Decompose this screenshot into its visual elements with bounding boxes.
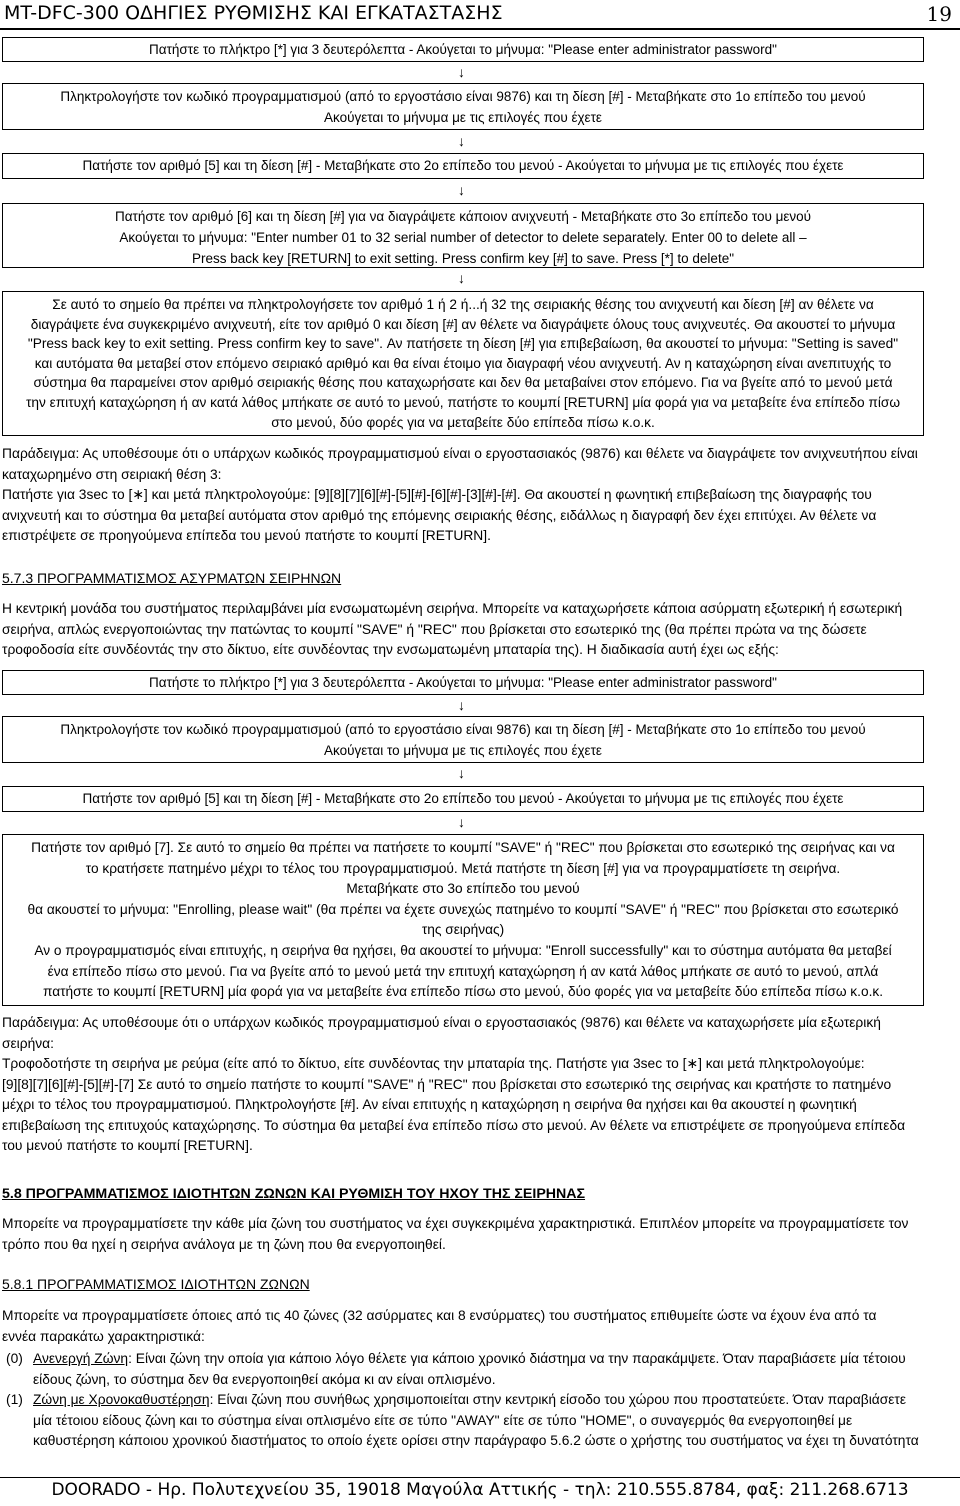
flow2-step3	[2, 786, 924, 812]
example1-line3: Πατήστε για 3sec το [∗] και μετά πληκτρολογούμε: [9][8][7][6][#]-[5][#]-[6][#]-[3][#]-[#]. Θα ακουστεί η φωνητική επιβεβαίωση της διαγραφής του	[2, 487, 872, 502]
flow2-step2-line1: Πληκτρολογήστε τον κωδικό προγραμματισμού (από το εργοστάσιο είναι 9876) και τη δίεση [#] - Μεταβήκατε στο 1ο επίπεδο του μενού	[60, 722, 866, 737]
flow2-step4-line7: ένα επίπεδο πίσω στο μενού. Για να βγείτε από το μενού μετά την επιτυχή καταχώρηση ή αν κατά λάθος μπήκατε σε αυτό το μενού, απλά	[47, 963, 879, 979]
flow2-step4	[2, 834, 924, 1006]
zone-type-description: : Είναι ζώνη την οποία για κάποιο λόγο θέλετε για κάποιο χρονικό διάστημα να την παρακάμψετε. Όταν παραβιάσετε μία τέτοιου	[128, 1351, 906, 1366]
zone-type-description-line2: είδους ζώνη, το σύστημα δεν θα ενεργοποιηθεί ακόμα κι αν είναι οπλισμένο.	[33, 1371, 496, 1387]
zone-type-number: (0)	[6, 1351, 23, 1366]
flow2-step4-line2: το κρατήσετε πατημένο μέχρι το τέλος του προγραμματισμού. Μετά πατήστε τη δίεση [#] για να προγραμματίσετε τη σειρήνα.	[85, 860, 841, 876]
flow-arrow: ↓	[458, 182, 465, 198]
page-footer: DOORADO - Ηρ. Πολυτεχνείου 35, 19018 Μαγούλα Αττικής - τηλ: 210.555.8784, φαξ: 211.268.6713	[51, 1480, 909, 1500]
flow1-step5-line2: διαγράψετε ένα συγκεκριμένο ανιχνευτή, είτε τον αριθμό 0 και δίεση [#] αν θέλετε να διαγράψετε όλους τους ανιχνευτές. Θα ακουστεί το μήνυμα	[30, 316, 896, 332]
flow1-step5-line6: την επιτυχή καταχώρηση ή αν κατά λάθος μπήκατε σε αυτό το μενού, πατήστε το κουμπί [RETURN] μία φορά για να μεταβείτε ένα επίπεδο πίσω	[25, 394, 901, 410]
flow2-step4-line3: Μεταβήκατε στο 3ο επίπεδο του μενού	[346, 881, 580, 897]
zone-type-term: Ζώνη με Χρονοκαθυστέρηση	[33, 1392, 210, 1407]
example2-line4: [9][8][7][6][#]-[5][#]-[7] Σε αυτό το σημείο πατήστε το κουμπί "SAVE" ή "REC" που βρίσκεται στο εσωτερικό της σειρήνας και κρατήστε το πατημένο	[2, 1076, 892, 1092]
flow2-step1-text: Πατήστε το πλήκτρο [*] για 3 δευτερόλεπτα - Ακούγεται το μήνυμα: "Please enter administrator password"	[149, 675, 777, 690]
section-581-heading: 5.8.1 ΠΡΟΓΡΑΜΜΑΤΙΣΜΟΣ ΙΔΙΟΤΗΤΩΝ ΖΩΝΩΝ	[2, 1276, 310, 1292]
flow-arrow: ↓	[458, 133, 465, 149]
flow1-step3-text: Πατήστε τον αριθμό [5] και τη δίεση [#] - Μεταβήκατε στο 2ο επίπεδο του μενού - Ακούγεται το μήνυμα με τις επιλογές που έχετε	[82, 158, 844, 173]
flow-arrow: ↓	[458, 64, 465, 80]
example2-line1: Παράδειγμα: Ας υποθέσουμε ότι ο υπάρχων κωδικός προγραμματισμού είναι ο εργοστασιακός (9876) και θέλετε να καταχωρήσετε μία εξωτερική	[2, 1015, 881, 1030]
section-58-paragraph	[2, 1214, 957, 1255]
example2-line5: μέχρι το τέλος του προγραμματισμού. Πληκτρολογήστε [#]. Αν είναι επιτυχής η καταχώρηση η σειρήνα θα ηχήσει και θα ακουστεί η φωνητική	[2, 1097, 857, 1112]
header-divider	[0, 28, 960, 30]
flow1-step4-line3: Press back key [RETURN] to exit setting. Press confirm key [#] to save. Press [*] to delete"	[192, 251, 734, 266]
flow2-step4-line6: Αν ο προγραμματισμός είναι επιτυχής, η σειρήνα θα ηχήσει, θα ακουστεί το μήνυμα: "Enroll successfully" και το σύστημα αυτόματα θα μεταβεί	[34, 942, 892, 958]
flow1-step5-line5: σύστημα θα παραμείνει στον αριθμό σειριακής θέσης που καταχωρήσατε και δεν θα μεταβαίνει στον επόμενο. Για να βγείτε από το μενού μετά	[33, 375, 893, 391]
flow2-step4-line1: Πατήστε τον αριθμό [7]. Σε αυτό το σημείο θα πρέπει να πατήσετε το κουμπί "SAVE" ή "REC" που βρίσκεται στο εσωτερικό της σειρήνας και να	[31, 840, 895, 855]
flow1-step2	[2, 83, 924, 130]
example2-line3: Τροφοδοτήστε τη σειρήνα με ρεύμα (είτε από το δίκτυο, είτε συνδέοντας την μπαταρία της. Πατήστε για 3sec το [∗] και μετά πληκτρολογούμε:	[2, 1056, 865, 1071]
flow1-step3	[2, 153, 924, 179]
flow1-step1	[2, 37, 924, 62]
section-581-line2: εννέα παρακάτω χαρακτηριστικά:	[2, 1328, 205, 1344]
flow2-step4-line5: της σειρήνας)	[421, 922, 505, 938]
flow1-step4-line1: Πατήστε τον αριθμό [6] και τη δίεση [#] για να διαγράψετε κάποιον ανιχνευτή - Μεταβήκατε στο 3ο επίπεδο του μενού	[114, 209, 812, 224]
flow1-step4-line2: Ακούγεται το μήνυμα: "Enter number 01 to 32 serial number of detector to delete separately. Enter 00 to delete all –	[119, 230, 807, 245]
section-573-line1: Η κεντρική μονάδα του συστήματος περιλαμβάνει μία ενσωματωμένη σειρήνα. Μπορείτε να καταχωρήσετε κάποια ασύρματη εξωτερική ή εσωτερική	[2, 601, 903, 616]
flow-arrow: ↓	[458, 814, 465, 830]
flow1-step5-line3: "Press back key to exit setting. Press confirm key to save". Αν πατήσετε τη δίεση [#] για επιβεβαίωση, θα ακουστεί το μήνυμα: "Setting is saved"	[27, 336, 899, 352]
example1-line2: καταχωρημένο στη σειριακή θέση 3:	[2, 466, 222, 482]
example2-paragraph	[2, 1013, 957, 1157]
section-58-line1: Μπορείτε να προγραμματίσετε την κάθε μία ζώνη του συστήματος να έχει συγκεκριμένα χαρακτηριστικά. Επιπλέον μπορείτε να προγραμματίσετε τον	[2, 1216, 909, 1231]
section-573-paragraph	[2, 599, 957, 661]
section-573-heading: 5.7.3 ΠΡΟΓΡΑΜΜΑΤΙΣΜΟΣ ΑΣΥΡΜΑΤΩΝ ΣΕΙΡΗΝΩΝ	[2, 570, 342, 586]
footer-divider	[0, 1477, 960, 1478]
flow-arrow: ↓	[458, 270, 465, 286]
flow1-step2-line1: Πληκτρολογήστε τον κωδικό προγραμματισμού (από το εργοστάσιο είναι 9876) και τη δίεση [#] - Μεταβήκατε στο 1ο επίπεδο του μενού	[60, 89, 866, 104]
zone-type-term: Ανενεργή Ζώνη	[33, 1351, 129, 1366]
flow2-step1	[2, 670, 924, 695]
section-573-line3: τροφοδοσία είτε συνδέοντάς την στο δίκτυο, είτε συνδέοντας την ενσωματωμένη μπαταρία της). Η διαδικασία αυτή έχει ως εξής:	[2, 642, 779, 657]
flow1-step5	[2, 291, 924, 436]
zone-type-description: : Είναι ζώνη που συνήθως χρησιμοποιείται στην κεντρική είσοδο του χώρου που προστατεύετε. Όταν παραβιάσετε	[209, 1392, 907, 1407]
section-58-heading: 5.8 ΠΡΟΓΡΑΜΜΑΤΙΣΜΟΣ ΙΔΙΟΤΗΤΩΝ ΖΩΝΩΝ ΚΑΙ ΡΥΘΜΙΣΗ ΤΟΥ ΗΧΟΥ ΤΗΣ ΣΕΙΡΗΝΑΣ	[2, 1186, 586, 1202]
page-header	[0, 0, 960, 28]
flow1-step5-line1: Σε αυτό το σημείο θα πρέπει να πληκτρολογήσετε τον αριθμό 1 ή 2 ή...ή 32 της σειριακής θέσης του ανιχνευτή και δίεση [#] αν θέλετε να	[52, 297, 874, 312]
flow1-step4	[2, 203, 924, 268]
flow2-step2-line2: Ακούγεται το μήνυμα με τις επιλογές που έχετε	[324, 743, 602, 758]
example2-line2: σειρήνα:	[2, 1035, 54, 1051]
zone-type-item	[2, 1349, 957, 1391]
zone-type-item	[2, 1390, 957, 1452]
example1-paragraph	[2, 444, 957, 547]
flow2-step2	[2, 716, 924, 763]
section-58-line2: τρόπο που θα ηχεί η σειρήνα ανάλογα με τη ζώνη που θα ενεργοποιηθεί.	[2, 1236, 446, 1252]
zone-type-description-line2: μία τέτοιου είδους ζώνη και το σύστημα είναι οπλισμένο είτε σε τύπο "AWAY" είτε σε τύπο "HOME", ο συναγερμός θα ενεργοποιηθεί με	[33, 1412, 853, 1428]
example2-line7: του μενού πατήστε το κουμπί [RETURN].	[2, 1138, 253, 1153]
flow1-step5-line4: και αυτόματα θα μεταβεί στον επόμενο σειριακό αριθμό και θα είναι έτοιμο για διαγραφή νέου ανιχνευτή. Αν η καταχώρηση είναι ανεπιτυχής το	[34, 355, 892, 371]
document-title: MT-DFC-300 ΟΔΗΓΙΕΣ ΡΥΘΜΙΣΗΣ ΚΑΙ ΕΓΚΑΤΑΣΤΑΣΗΣ	[4, 2, 503, 24]
example2-line6: επιβεβαίωση της επιτυχούς καταχώρησης. Το σύστημα θα μεταβεί ένα επίπεδο πίσω στο μενού. Αν θέλετε να επιστρέψετε σε προηγούμενα επίπεδα	[2, 1117, 906, 1133]
flow-arrow: ↓	[458, 697, 465, 713]
example1-line1: Παράδειγμα: Ας υποθέσουμε ότι ο υπάρχων κωδικός προγραμματισμού είναι ο εργοστασιακός (9876) και θέλετε να διαγράψετε τον ανιχνευτήπου είναι	[2, 446, 918, 461]
flow-arrow: ↓	[458, 765, 465, 781]
flow2-step4-line4: θα ακουστεί το μήνυμα: "Enrolling, please wait" (θα πρέπει να έχετε συνεχώς πατημένο το κουμπί "SAVE" ή "REC" που βρίσκεται στο εσωτερικό	[27, 901, 899, 917]
section-573-line2: σειρήνα, απλώς ενεργοποιώντας την πατώντας το κουμπί "SAVE" ή "REC" που βρίσκεται στο εσωτερικό της (θα πρέπει πρώτα να της δώσετε	[2, 621, 867, 637]
flow1-step2-line2: Ακούγεται το μήνυμα με τις επιλογές που έχετε	[324, 110, 602, 125]
section-581-paragraph	[2, 1306, 957, 1347]
flow1-step1-text: Πατήστε το πλήκτρο [*] για 3 δευτερόλεπτα - Ακούγεται το μήνυμα: "Please enter administrator password"	[149, 42, 777, 57]
flow2-step3-text: Πατήστε τον αριθμό [5] και τη δίεση [#] - Μεταβήκατε στο 2ο επίπεδο του μενού - Ακούγεται το μήνυμα με τις επιλογές που έχετε	[82, 791, 844, 806]
zone-type-text	[33, 1349, 953, 1390]
page-number: 19	[926, 2, 952, 26]
example1-line4: ανιχνευτή και το σύστημα θα μεταβεί αυτόματα στον αριθμό της επόμενης σειριακής θέσης, ειδάλλως η διαγραφή δεν έχει επιτύχει. Αν θέλετε να	[2, 507, 877, 523]
flow2-step4-line8: πατήστε το κουμπί [RETURN] μία φορά για να μεταβείτε ένα επίπεδο πίσω στο μενού, δύο φορές για να μεταβείτε δύο επίπεδα πίσω κ.ο.κ.	[42, 984, 884, 1000]
zone-type-number: (1)	[6, 1392, 23, 1407]
flow1-step5-line7: στο μενού, δύο φορές για να μεταβείτε δύο επίπεδα πίσω κ.ο.κ.	[271, 414, 655, 430]
example1-line5: επιστρέψετε σε προηγούμενα επίπεδα του μενού πατήστε το κουμπί [RETURN].	[2, 528, 491, 543]
zone-type-description-line3: καθυστέρηση κάποιου χρονικού διαστήματος το οποίο έχετε ορίσει στην παράγραφο 5.6.2 ώστε ο χρήστης του συστήματος να έχει τη δυνατότητα	[33, 1433, 919, 1448]
section-581-line1: Μπορείτε να προγραμματίσετε όποιες από τις 40 ζώνες (32 ασύρματες και 8 ενσύρματες) του συστήματος επιθυμείτε ώστε να έχουν ένα από τα	[2, 1308, 877, 1323]
zone-type-text	[33, 1390, 953, 1452]
